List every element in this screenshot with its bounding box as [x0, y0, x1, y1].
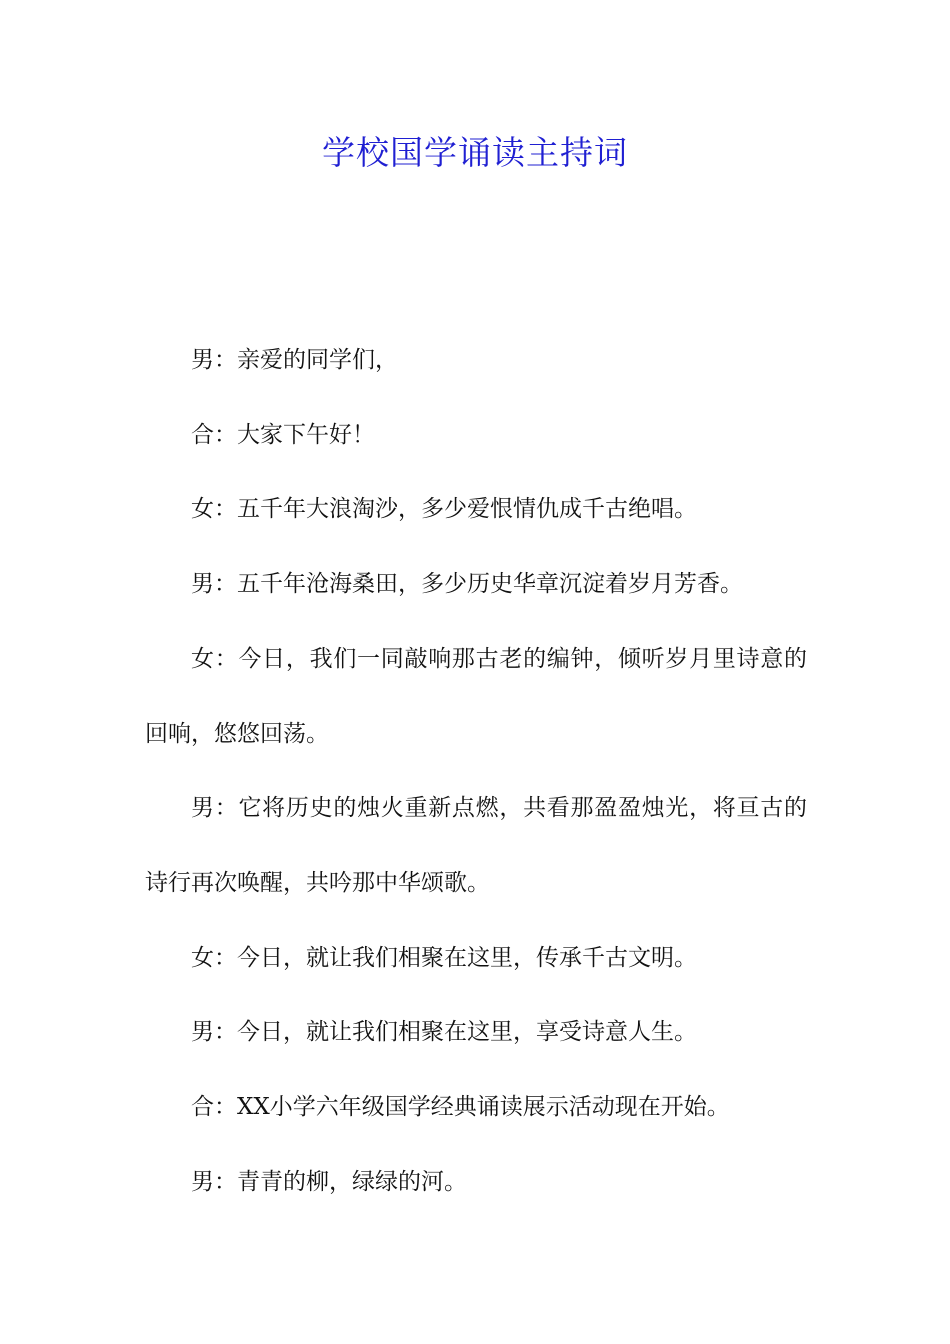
paragraph: 合：大家下午好！: [191, 421, 375, 448]
document-body: [145, 323, 807, 1219]
paragraph: 女：今日，我们一同敲响那古老的编钟，倾听岁月里诗意的回响，悠悠回荡。: [145, 645, 807, 747]
paragraph: 男：它将历史的烛火重新点燃，共看那盈盈烛光，将亘古的诗行再次唤醒，共吟那中华颂歌。: [145, 795, 807, 896]
paragraph: 男：今日，就让我们相聚在这里，享受诗意人生。: [191, 1019, 697, 1046]
paragraph: 合：XX小学六年级国学经典诵读展示活动现在开始。: [191, 1094, 730, 1121]
paragraph: 男：青青的柳，绿绿的河。: [191, 1168, 467, 1195]
paragraph: 女：五千年大浪淘沙，多少爱恨情仇成千古绝唱。: [191, 496, 697, 523]
document-title: 学校国学诵读主持词: [322, 133, 628, 172]
paragraph: 男：五千年沧海桑田，多少历史华章沉淀着岁月芳香。: [191, 571, 743, 598]
paragraph: 男：亲爱的同学们，: [191, 347, 398, 373]
paragraph: 女：今日，就让我们相聚在这里，传承千古文明。: [191, 944, 697, 971]
